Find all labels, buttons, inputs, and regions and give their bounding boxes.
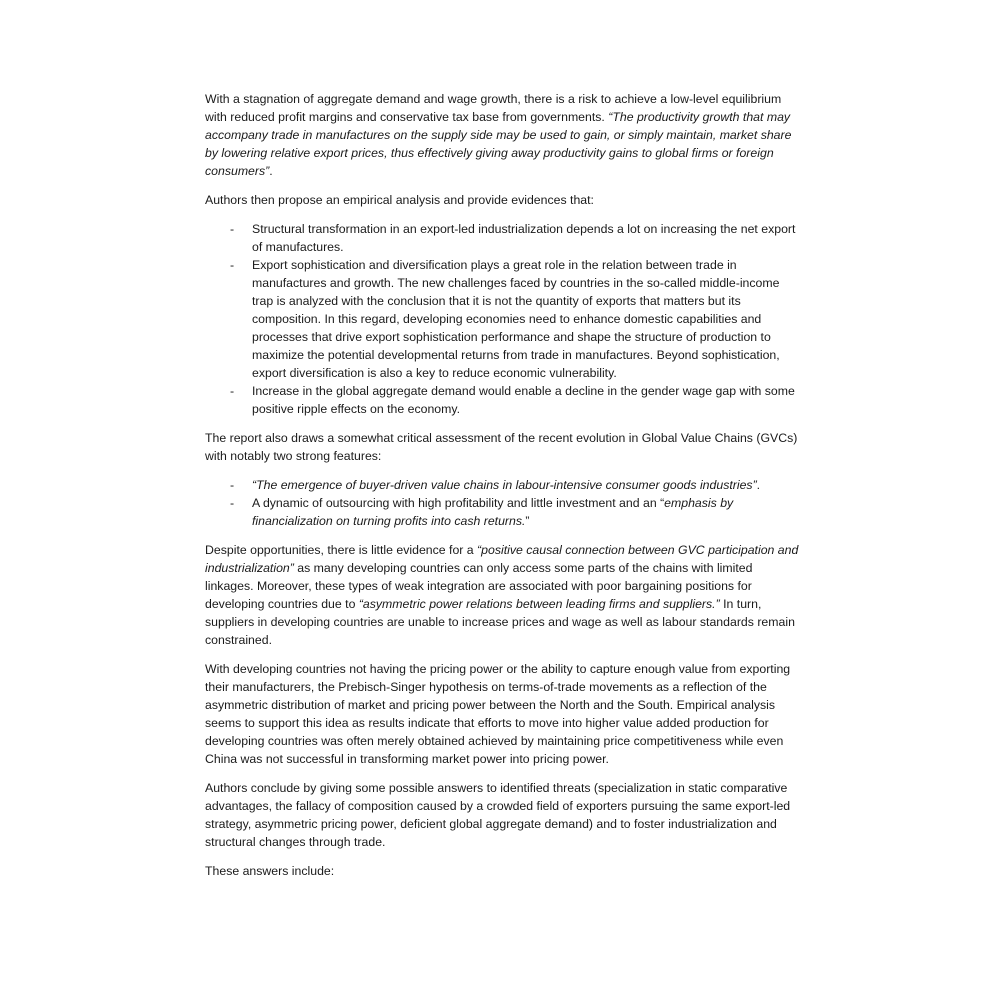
list-item — [205, 494, 800, 530]
list-item-text: A dynamic of outsourcing with high profitability and little investment and an “ — [252, 496, 665, 510]
paragraph-pricing-power: With developing countries not having the pricing power or the ability to capture enough value from exporting their manufacturers, the Prebisch-Singer hypothesis on terms-of-trade movements as a reflection of the asymmetric distribution of market and pricing power between the North and the South. Empirical analysis seems to support this idea as results indicate that efforts to move into higher value added production for developing countries was often merely obtained achieved by maintaining price competitiveness while even China was not successful in transforming market power into pricing power. — [205, 662, 791, 766]
paragraph-text: Despite opportunities, there is little evidence for a — [205, 543, 478, 557]
paragraph-text: as many developing countries can only access some parts of the chains with limited linkages. Moreover, these types of weak integration are associated with poor bargaining positions for developing countries due to — [205, 561, 753, 611]
quote-buyer-driven: “The emergence of buyer-driven value chains in labour-intensive consumer goods industries” — [252, 478, 757, 492]
list-item — [205, 220, 800, 256]
quote-causal-connection: “positive causal connection between GVC participation and industrialization” — [205, 543, 799, 575]
gvc-features-list — [205, 476, 800, 530]
quote-productivity: “The productivity growth that may accompany trade in manufactures on the supply side may be used to gain, or simply maintain, market share by lowering relative export prices, thus effectively giving away productivity gains to global firms or foreign consumers” — [205, 110, 792, 178]
paragraph-stagnation — [205, 90, 800, 180]
list-item — [205, 382, 800, 418]
paragraph-gvc-participation — [205, 541, 800, 649]
list-item-text: Structural transformation in an export-led industrialization depends a lot on increasing the net export of manufactures. — [252, 222, 796, 254]
dash-bullet: - — [230, 384, 235, 398]
list-item — [205, 256, 800, 382]
list-item-text: Export sophistication and diversification plays a great role in the relation between trade in manufactures and growth. The new challenges faced by countries in the so-called middle-income trap is analyzed with the conclusion that it is not the quantity of exports that matters but its composition. In this regard, developing economies need to enhance domestic capabilities and processes that drive export sophistication performance and shape the structure of production to maximize the potential developmental returns from trade in manufactures. Beyond sophistication, export diversification is also a key to reduce economic vulnerability. — [252, 258, 780, 380]
quote-asymmetric-power: “asymmetric power relations between leading firms and suppliers.” — [358, 597, 720, 611]
paragraph-evidences-intro: Authors then propose an empirical analysis and provide evidences that: — [205, 193, 594, 207]
paragraph-text: In turn, suppliers in developing countries are unable to increase prices and wage as well as labour standards remain constrained. — [205, 597, 795, 647]
list-item-text: Increase in the global aggregate demand would enable a decline in the gender wage gap with some positive ripple effects on the economy. — [252, 384, 795, 416]
paragraph-answers-intro: These answers include: — [205, 864, 335, 878]
paragraph-text: . — [269, 164, 273, 178]
dash-bullet: - — [230, 478, 235, 492]
list-item-text: . — [756, 478, 761, 492]
paragraph-conclusion: Authors conclude by giving some possible answers to identified threats (specialization in static comparative advantages, the fallacy of composition caused by a crowded field of exporters pursuing the same export-led strategy, asymmetric pricing power, deficient global aggregate demand) and to foster industrialization and structural changes through trade. — [205, 781, 791, 849]
list-item-text: ” — [525, 514, 530, 528]
document-body — [205, 90, 800, 891]
dash-bullet: - — [230, 496, 235, 510]
dash-bullet: - — [230, 222, 235, 236]
paragraph-text: With a stagnation of aggregate demand and wage growth, there is a risk to achieve a low-level equilibrium with reduced profit margins and conservative tax base from governments. — [205, 92, 782, 124]
paragraph-gvc-assessment: The report also draws a somewhat critical assessment of the recent evolution in Global Value Chains (GVCs) with notably two strong features: — [205, 431, 798, 463]
evidence-list — [205, 220, 800, 418]
dash-bullet: - — [230, 258, 235, 272]
list-item — [205, 476, 800, 494]
quote-financialization: emphasis by financialization on turning profits into cash returns. — [252, 496, 734, 528]
